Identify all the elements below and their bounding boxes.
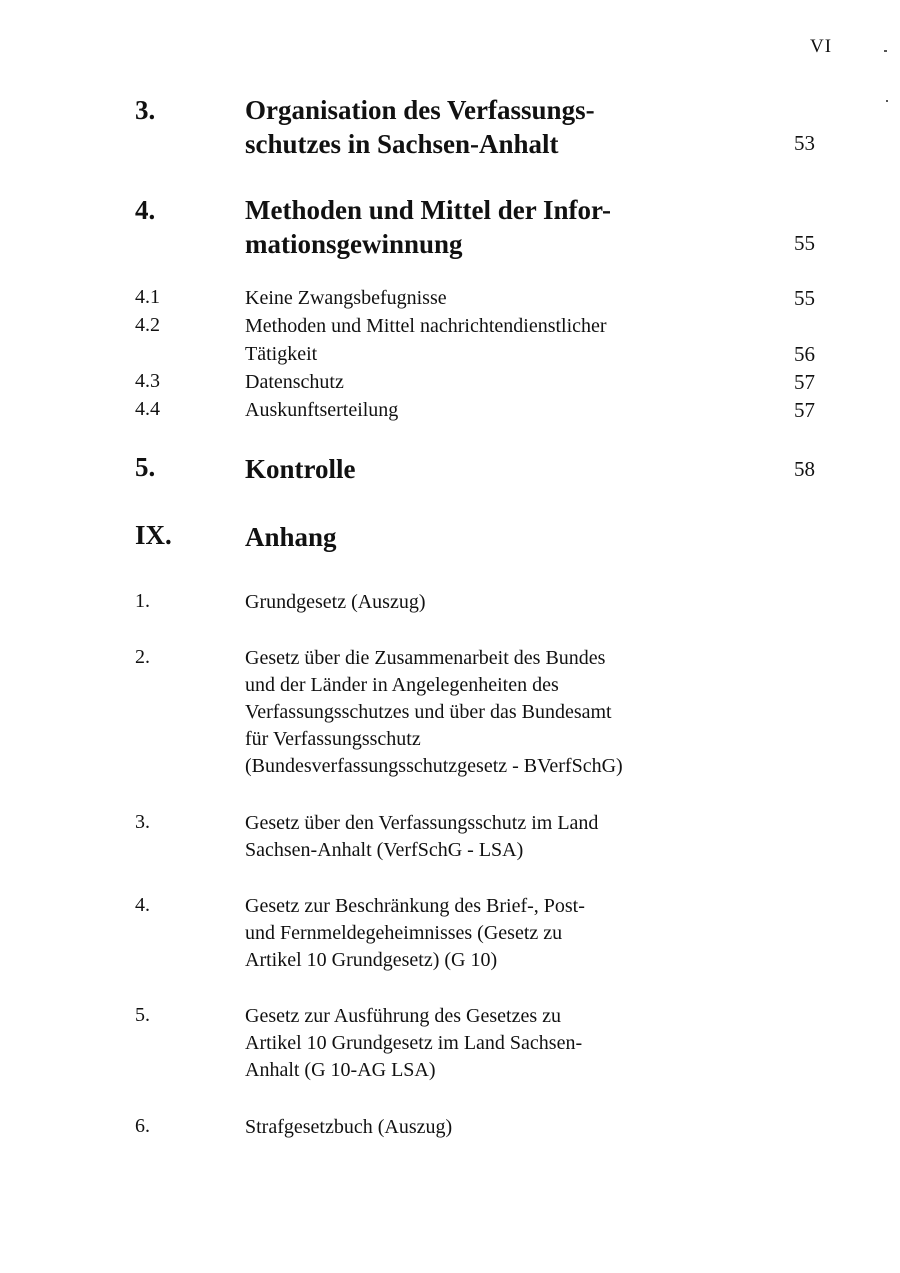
appendix-item-number: 3. bbox=[135, 811, 150, 833]
subsection-number: 4.3 bbox=[135, 370, 160, 392]
appendix-item-number: 6. bbox=[135, 1115, 150, 1137]
appendix-number: IX. bbox=[135, 520, 172, 550]
subsection-title-line: Datenschutz bbox=[245, 371, 344, 393]
section-title-line: Methoden und Mittel der Infor- bbox=[245, 195, 611, 225]
scan-speck bbox=[884, 50, 887, 52]
subsection-page: 57 bbox=[794, 370, 815, 394]
section-title-line: mationsgewinnung bbox=[245, 229, 463, 259]
appendix-item-line: (Bundesverfassungsschutzgesetz - BVerfSchG) bbox=[245, 755, 623, 777]
subsection-number: 4.1 bbox=[135, 286, 160, 308]
appendix-item-number: 2. bbox=[135, 646, 150, 668]
appendix-item-number: 4. bbox=[135, 894, 150, 916]
appendix-item-line: Anhalt (G 10-AG LSA) bbox=[245, 1059, 436, 1081]
appendix-item-line: Strafgesetzbuch (Auszug) bbox=[245, 1116, 453, 1138]
subsection-title-line: Tätigkeit bbox=[245, 343, 318, 365]
section-title-line: Organisation des Verfassungs- bbox=[245, 95, 595, 125]
subsection-number: 4.2 bbox=[135, 314, 160, 336]
section-title-line: schutzes in Sachsen-Anhalt bbox=[245, 129, 559, 159]
page-number: VI bbox=[810, 36, 833, 57]
appendix-item-line: für Verfassungsschutz bbox=[245, 728, 421, 750]
subsection-page: 57 bbox=[794, 398, 815, 422]
appendix-item-line: Artikel 10 Grundgesetz) (G 10) bbox=[245, 949, 498, 971]
appendix-item-line: Gesetz über die Zusammenarbeit des Bundes bbox=[245, 647, 606, 669]
appendix-item-line: und der Länder in Angelegenheiten des bbox=[245, 674, 559, 696]
appendix-item-number: 1. bbox=[135, 590, 150, 612]
appendix-item-line: Gesetz zur Ausführung des Gesetzes zu bbox=[245, 1005, 562, 1027]
appendix-item-line: Gesetz über den Verfassungsschutz im Land bbox=[245, 812, 599, 834]
appendix-item-line: Gesetz zur Beschränkung des Brief-, Post- bbox=[245, 895, 585, 917]
subsection-number: 4.4 bbox=[135, 398, 160, 420]
subsection-title-line: Keine Zwangsbefugnisse bbox=[245, 287, 447, 309]
scan-speck bbox=[886, 100, 888, 102]
subsection-page: 55 bbox=[794, 286, 815, 310]
appendix-item-line: Sachsen-Anhalt (VerfSchG - LSA) bbox=[245, 839, 524, 861]
subsection-page: 56 bbox=[794, 342, 815, 366]
section-number: 4. bbox=[135, 195, 156, 225]
section-page: 53 bbox=[794, 131, 815, 155]
section-title: Kontrolle bbox=[245, 454, 356, 484]
appendix-item-line: Artikel 10 Grundgesetz im Land Sachsen- bbox=[245, 1032, 583, 1054]
appendix-item-line: und Fernmeldegeheimnisses (Gesetz zu bbox=[245, 922, 563, 944]
section-page: 55 bbox=[794, 231, 815, 255]
appendix-item-line: Grundgesetz (Auszug) bbox=[245, 591, 426, 613]
section-number: 3. bbox=[135, 95, 156, 125]
section-page: 58 bbox=[794, 457, 815, 481]
appendix-item-line: Verfassungsschutzes und über das Bundesamt bbox=[245, 701, 612, 723]
subsection-title-line: Methoden und Mittel nachrichtendienstlicher bbox=[245, 315, 607, 337]
appendix-item-number: 5. bbox=[135, 1004, 150, 1026]
section-number: 5. bbox=[135, 452, 156, 482]
appendix-title: Anhang bbox=[245, 522, 337, 552]
subsection-title-line: Auskunftserteilung bbox=[245, 399, 399, 421]
